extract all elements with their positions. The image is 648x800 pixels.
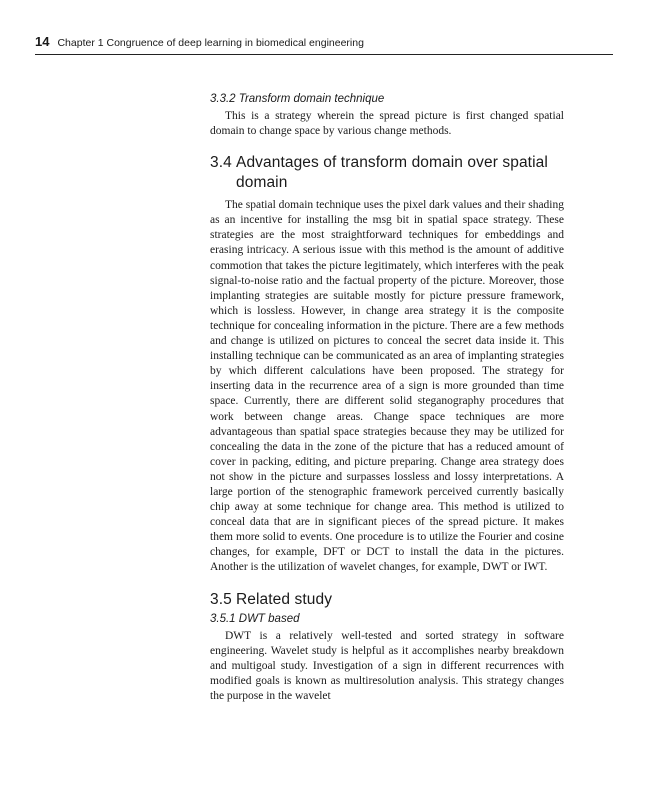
- section-number-3-5: 3.5: [210, 590, 232, 608]
- section-number-3-4: 3.4: [210, 154, 232, 172]
- section-title-3-5: [210, 590, 564, 610]
- chapter-title: Chapter 1 Congruence of deep learning in biomedical engineering: [57, 37, 364, 49]
- paragraph-3-3-2: This is a strategy wherein the spread picture is first changed spatial domain to change space by various change methods.: [210, 110, 564, 138]
- subsection-title-3-3-2: 3.3.2 Transform domain technique: [210, 93, 385, 105]
- section-title-text-3-4: Advantages of transform domain over spatial domain: [236, 154, 548, 192]
- page-number: 14: [35, 34, 50, 49]
- page-body: [210, 93, 564, 704]
- paragraph-3-4: The spatial domain technique uses the pixel dark values and their shading as an incentive for installing the msg bit in spatial space strategy. These strategies are the most straightforward techniques for embeddings and erasing intricacy. A serious issue with this method is the amount of additive commotion that takes the picture legitimately, which interferes with the peak signal-to-noise ratio and the factual property of the picture. Moreover, those implanting strategies are suitable mostly for picture pressure framework, which is lossless. However, in change area strategy it is the composite technique for concealing information in the picture. There are a few methods and change is utilized on pictures to conceal the secret data inside it. This installing technique can be communicated as an area of implanting strategies by which different calculations have been proposed. The strategy for inserting data in the recurrence area of a sign is more grounded than time space. Currently, there are different solid steganography procedures that work between change areas. Change space techniques are more advantageous than spatial space strategies because they may be utilized for concealing the data in the zone of the picture that has a reduced amount of cover in packing, editing, and picture preparing. Change area strategy does not show in the picture and surpasses lossless and lossy interpretations. A large portion of the stenographic framework perceived currently basically chip away at some technique for change area. This method is utilized to conceal data that are in significant pieces of the spread picture. It makes them more solid to events. One procedure is to utilize the Fourier and cosine changes, for example, DFT or DCT to install the data in the pictures. Another is the utilization of wavelet changes, for example, DWT or IWT.: [210, 199, 564, 574]
- section-title-3-4: [210, 153, 564, 193]
- running-head: [35, 34, 613, 55]
- paragraph-3-5-1: DWT is a relatively well-tested and sorted strategy in software engineering. Wavelet study is helpful as it accomplishes nearby breakdown and multigoal study. Investigation of a sign in different recurrences with modified goals is known as multiresolution analysis. This strategy changes the purpose in the wavelet: [210, 629, 564, 702]
- section-title-text-3-5: Related study: [236, 590, 333, 608]
- subsection-title-3-5-1: 3.5.1 DWT based: [210, 612, 300, 625]
